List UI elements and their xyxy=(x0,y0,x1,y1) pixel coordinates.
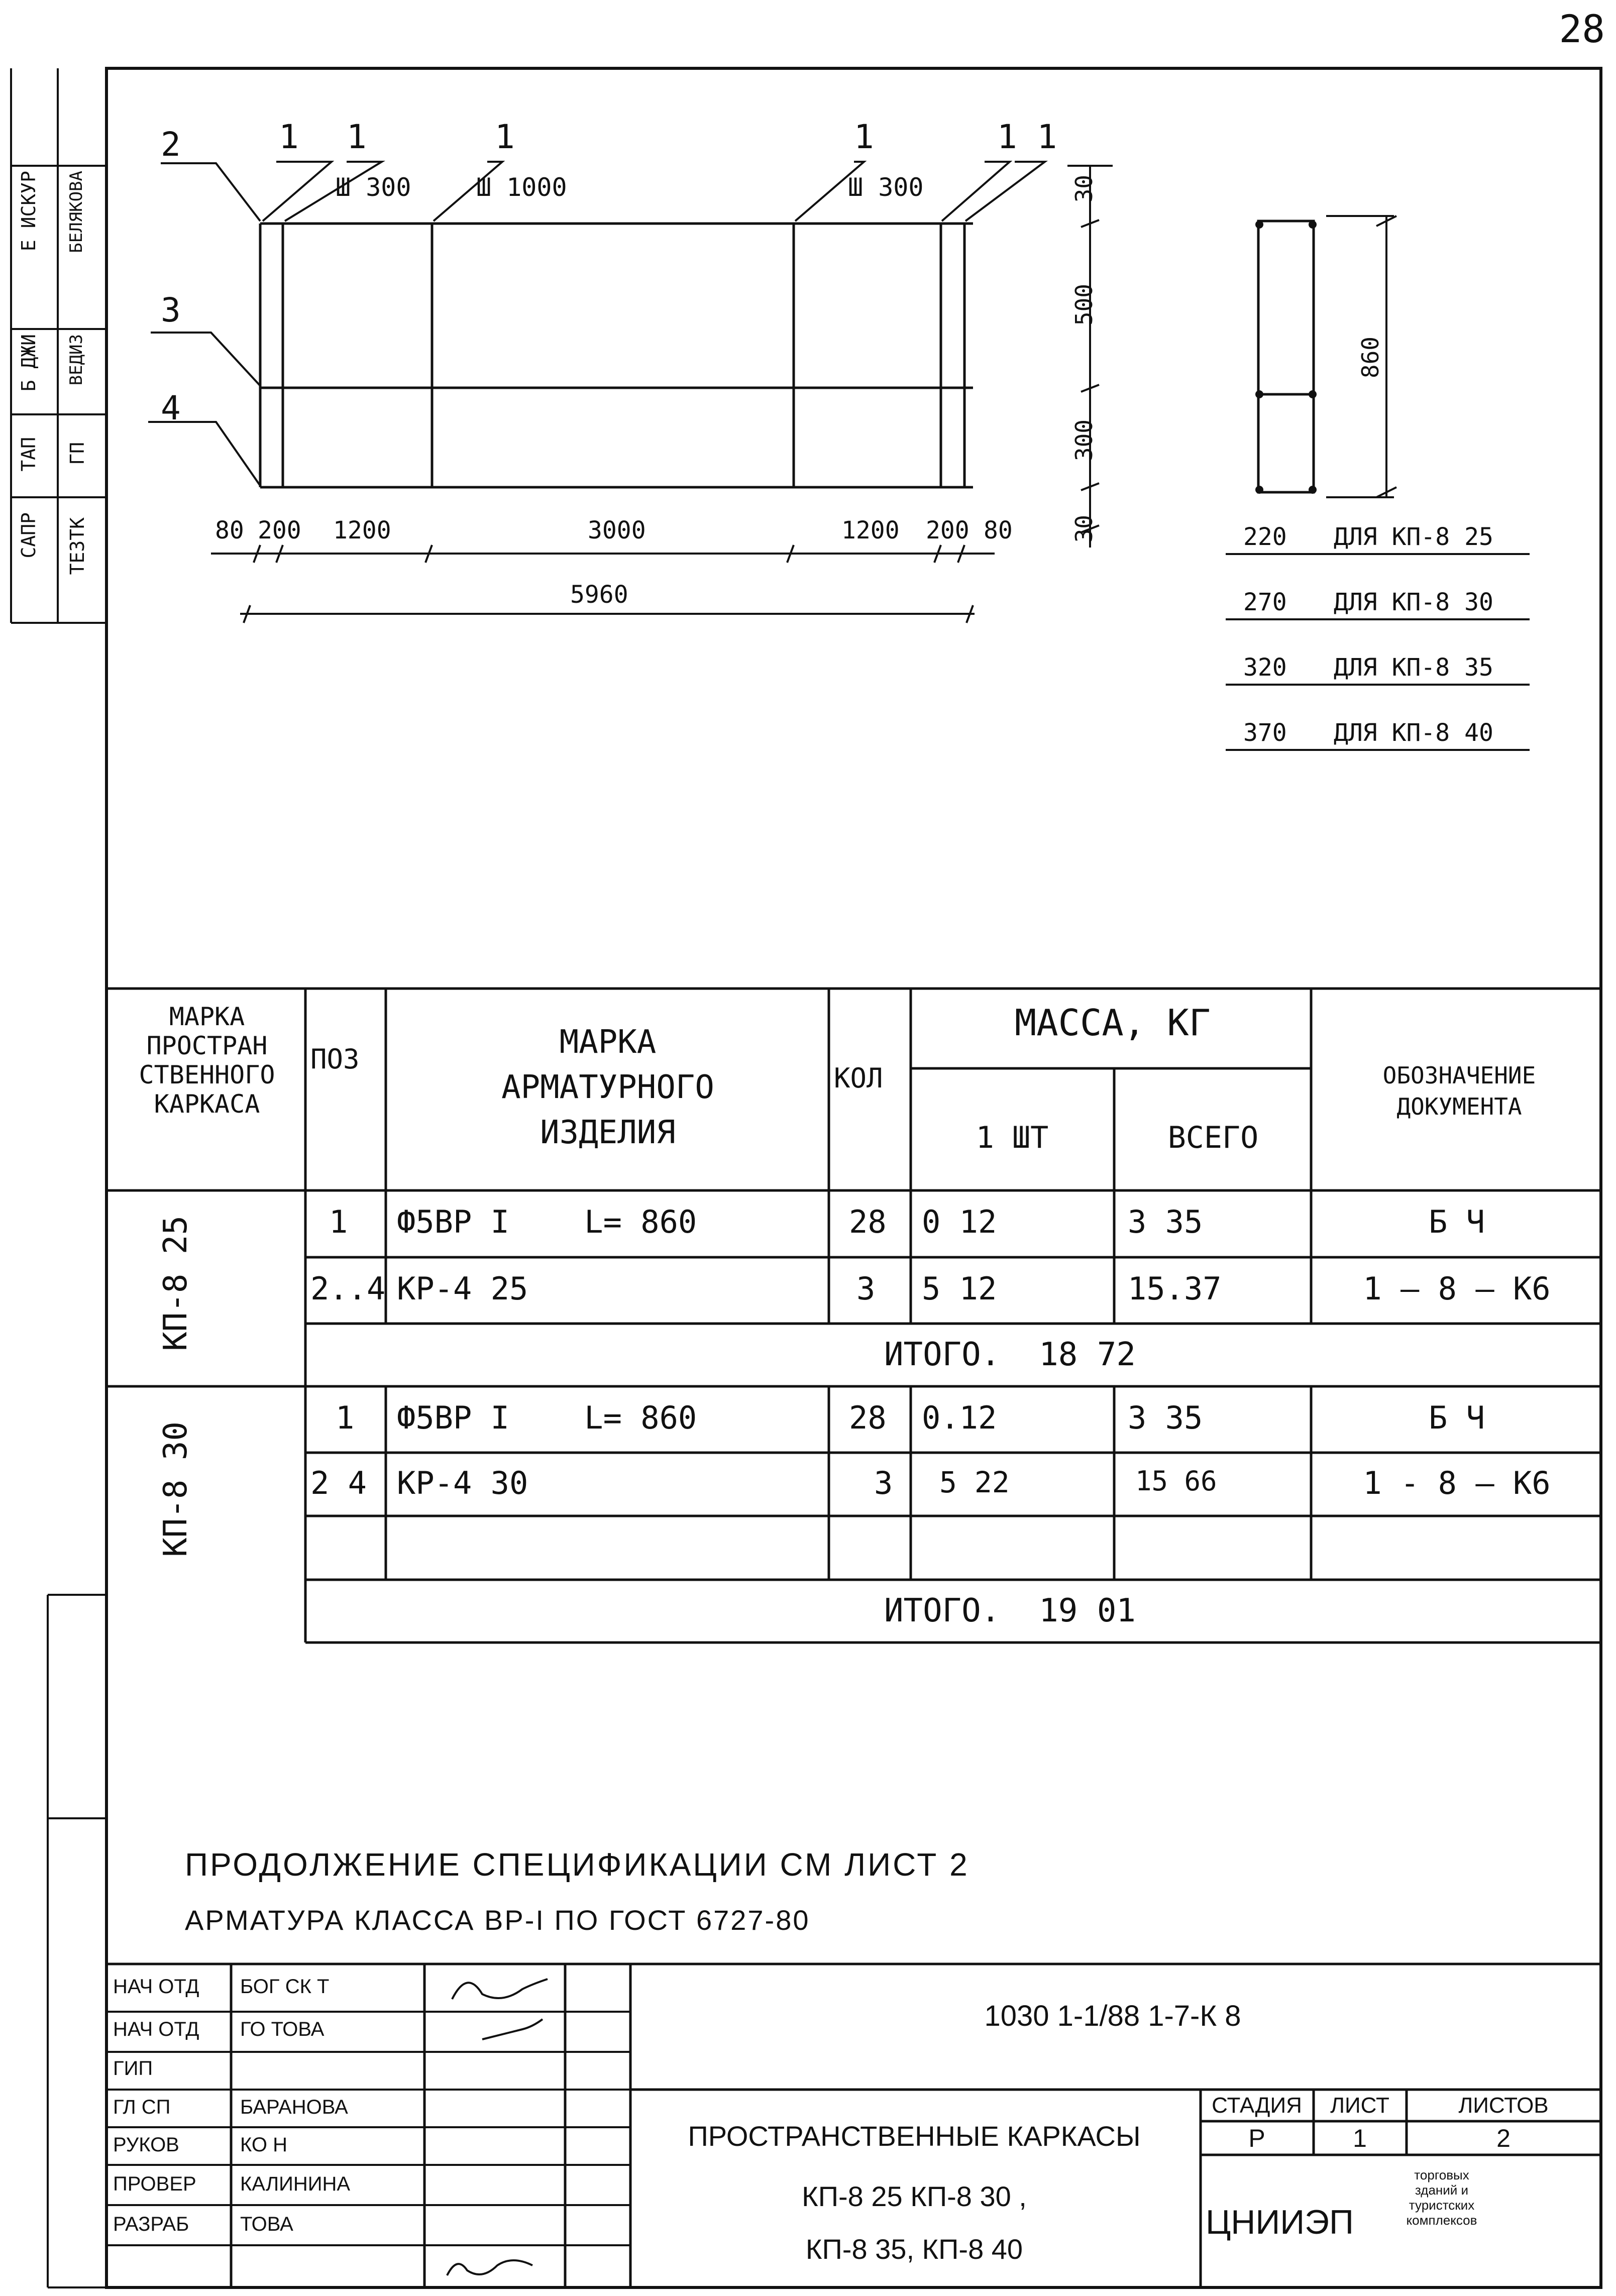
cell-mass-total: 15 66 xyxy=(1135,1465,1217,1497)
section-height-label: 860 xyxy=(1357,337,1384,379)
cell-pos: 1 xyxy=(336,1399,355,1436)
signer-name: ТОВА xyxy=(240,2213,293,2235)
sheet-value: 1 xyxy=(1353,2124,1367,2152)
dim-label: 1200 xyxy=(333,516,391,544)
cell-mass-one: 5 22 xyxy=(939,1465,1010,1499)
cell-pos: 1 xyxy=(329,1204,348,1240)
cell-doc: 1 - 8 — К6 xyxy=(1363,1465,1551,1501)
signer-role: НАЧ ОТД xyxy=(113,1976,199,1998)
side-stamp-text: САПР xyxy=(18,512,40,559)
side-stamp-text: БЕЛЯКОВА xyxy=(66,171,86,253)
dim-label: 80 xyxy=(984,516,1013,544)
document-code: 1030 1-1/88 1-7-К 8 xyxy=(984,2000,1241,2032)
side-stamp-text: ТЕЗТК xyxy=(66,517,88,575)
cell-pos: 2 4 xyxy=(310,1465,367,1501)
page-number: 28 xyxy=(1559,7,1605,51)
header-doc: ОБОЗНАЧЕНИЕ ДОКУМЕНТА xyxy=(1382,1062,1536,1120)
dim-label: 1200 xyxy=(841,516,900,544)
section-bar-dots xyxy=(1255,221,1317,494)
cell-mass-one: 5 12 xyxy=(922,1270,997,1307)
cell-item: Ф5ВР I L= 860 xyxy=(397,1399,697,1436)
dim-label: 300 xyxy=(1070,419,1098,462)
cell-doc: Б Ч xyxy=(1429,1204,1485,1240)
pos-label: 1 xyxy=(854,118,874,156)
dim-label: 30 xyxy=(1070,515,1098,543)
organization: ЦНИИЭП xyxy=(1206,2203,1354,2241)
header-item: МАРКА АРМАТУРНОГО ИЗДЕЛИЯ xyxy=(501,1024,714,1151)
sheet-frame xyxy=(106,68,1601,2287)
dim-label: 30 xyxy=(1070,175,1098,203)
dim-label: 200 xyxy=(258,516,301,544)
signer-role: НАЧ ОТД xyxy=(113,2018,199,2040)
signer-name: БОГ СК Т xyxy=(240,1976,330,1998)
dim-label: 3000 xyxy=(588,516,646,544)
itogo-row: ИТОГО. 19 01 xyxy=(884,1592,1136,1629)
header-mark: МАРКА ПРОСТРАН СТВЕННОГО КАРКАСА xyxy=(139,1002,275,1119)
note-continuation: ПРОДОЛЖЕНИЕ СПЕЦИФИКАЦИИ СМ ЛИСТ 2 xyxy=(185,1846,969,1883)
total-dim-label: 5960 xyxy=(570,581,628,609)
header-mass: МАССА, КГ xyxy=(1014,1002,1211,1044)
sheets-header: ЛИСТОВ xyxy=(1458,2093,1549,2118)
cell-mass-total: 15.37 xyxy=(1128,1270,1222,1307)
cell-item: КР-4 30 xyxy=(397,1465,528,1501)
pos-label: 1 xyxy=(495,118,515,156)
organization-subtitle: торговых зданий и туристских комплексов xyxy=(1406,2167,1477,2228)
cell-pos: 2..4 xyxy=(310,1270,386,1307)
group-mark: КП-8 25 xyxy=(157,1216,194,1351)
title-line: КП-8 35, КП-8 40 xyxy=(805,2233,1023,2265)
cell-doc: Б Ч xyxy=(1429,1399,1485,1436)
group-mark: КП-8 30 xyxy=(157,1422,194,1557)
section-width: 220 xyxy=(1243,523,1287,551)
section-width: 320 xyxy=(1243,653,1287,682)
stage-header: СТАДИЯ xyxy=(1212,2093,1302,2118)
cage-elevation xyxy=(260,224,973,487)
pos-label: 2 xyxy=(161,125,181,164)
cell-qty: 28 xyxy=(849,1204,887,1240)
cell-item: КР-4 25 xyxy=(397,1270,528,1307)
spacing-label: Ш 1000 xyxy=(476,173,567,202)
signer-name: ГО ТОВА xyxy=(240,2018,325,2040)
section-width-label: ДЛЯ КП-8 40 xyxy=(1334,719,1493,747)
cell-item: Ф5ВР I L= 860 xyxy=(397,1204,697,1240)
sheets-value: 2 xyxy=(1496,2124,1511,2152)
cage-section xyxy=(1258,221,1314,492)
note-reinforcement-class: АРМАТУРА КЛАССА ВР-I ПО ГОСТ 6727-80 xyxy=(185,1904,810,1936)
signer-name: КО Н xyxy=(240,2134,287,2156)
signer-rows xyxy=(106,2012,630,2245)
pos-label: 4 xyxy=(161,389,181,427)
side-stamp-text: Б ДЖИ xyxy=(18,334,40,392)
cell-qty: 3 xyxy=(874,1465,893,1501)
cell-mass-one: 0 12 xyxy=(922,1204,997,1240)
section-width: 270 xyxy=(1243,588,1287,616)
spacing-label: Ш 300 xyxy=(336,173,411,202)
section-width-label: ДЛЯ КП-8 30 xyxy=(1334,588,1493,616)
signer-role: РАЗРАБ xyxy=(113,2213,189,2235)
header-pos: ПОЗ xyxy=(310,1043,360,1075)
dimension-lines xyxy=(211,166,1113,623)
header-qty: КОЛ xyxy=(834,1062,883,1094)
cell-doc: 1 — 8 — К6 xyxy=(1363,1270,1551,1307)
header-mass-one: 1 ШТ xyxy=(976,1120,1049,1155)
signer-name: БАРАНОВА xyxy=(240,2096,348,2118)
cell-mass-one: 0.12 xyxy=(922,1399,997,1436)
section-width: 370 xyxy=(1243,719,1287,747)
side-stamp-text: ГП xyxy=(66,442,88,465)
cell-qty: 3 xyxy=(856,1270,876,1307)
section-width-label: ДЛЯ КП-8 35 xyxy=(1334,653,1493,682)
side-stamp-text: ТАП xyxy=(18,437,40,472)
title-line: ПРОСТРАНСТВЕННЫЕ КАРКАСЫ xyxy=(688,2120,1141,2152)
side-stamp-text: ВЕДИЗ xyxy=(66,334,86,386)
title-line: КП-8 25 КП-8 30 , xyxy=(802,2180,1027,2212)
signer-role: РУКОВ xyxy=(113,2134,179,2156)
stage-value: Р xyxy=(1248,2124,1265,2152)
spacing-label: Ш 300 xyxy=(848,173,924,202)
header-mass-total: ВСЕГО xyxy=(1167,1120,1259,1155)
cell-qty: 28 xyxy=(849,1399,887,1436)
pos-label: 1 1 xyxy=(997,118,1057,156)
pos-label: 1 xyxy=(279,118,299,156)
side-stamp-text: Е ИСКУР xyxy=(18,171,40,252)
itogo-row: ИТОГО. 18 72 xyxy=(884,1336,1136,1373)
signer-role: ГЛ СП xyxy=(113,2096,171,2118)
cell-mass-total: 3 35 xyxy=(1128,1399,1203,1436)
signer-name: КАЛИНИНА xyxy=(240,2173,351,2195)
dim-label: 80 xyxy=(215,516,244,544)
dim-label: 500 xyxy=(1070,284,1098,326)
sheet-header: ЛИСТ xyxy=(1330,2093,1389,2118)
pos-label: 1 xyxy=(347,118,367,156)
signer-role: ПРОВЕР xyxy=(113,2173,196,2195)
section-width-label: ДЛЯ КП-8 25 xyxy=(1334,523,1493,551)
pos-label: 3 xyxy=(161,291,181,330)
cell-mass-total: 3 35 xyxy=(1128,1204,1203,1240)
dim-label: 200 xyxy=(926,516,969,544)
signer-role: ГИП xyxy=(113,2057,153,2080)
